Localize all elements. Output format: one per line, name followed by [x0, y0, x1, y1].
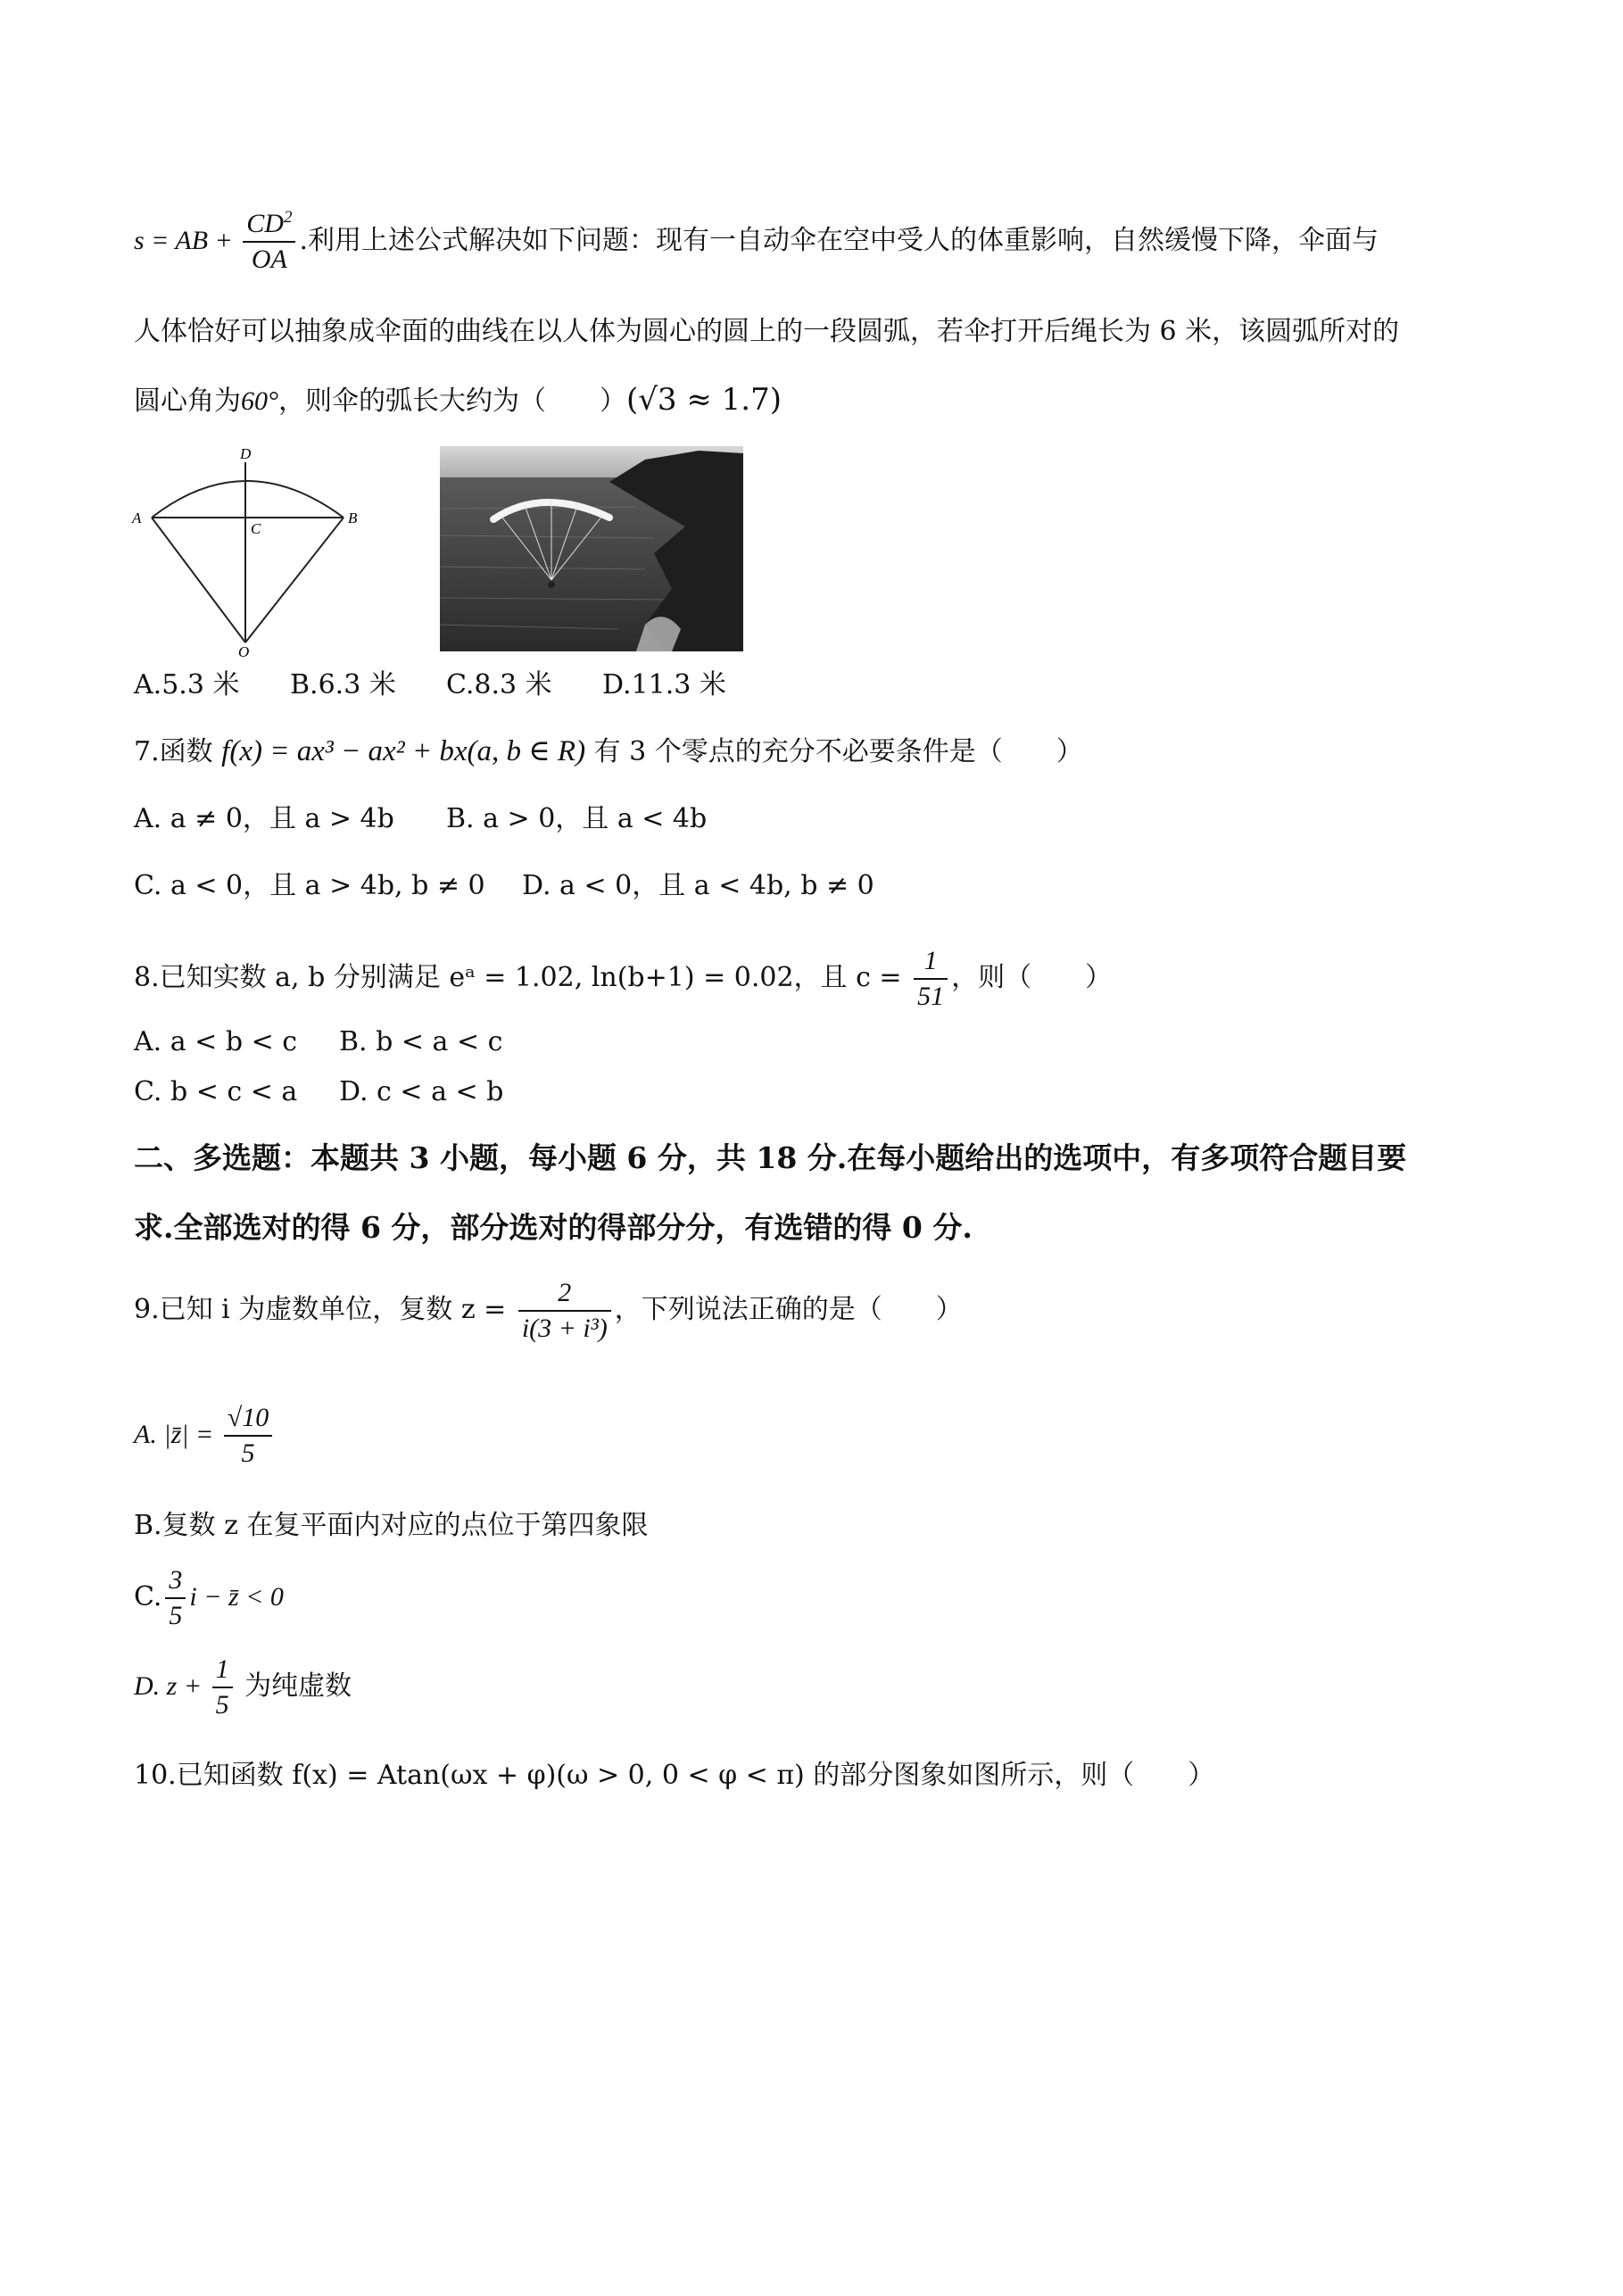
q7-options-row2	[134, 868, 874, 904]
q8-options-row2	[134, 1074, 503, 1110]
q7-option-c[interactable]: C. a < 0，且 a > 4b, b ≠ 0	[134, 870, 485, 901]
q7-option-a[interactable]: A. a ≠ 0，且 a > 4b	[134, 803, 394, 834]
label-c: C	[251, 520, 261, 537]
q8-option-d[interactable]: D. c < a < b	[339, 1076, 504, 1107]
q6-option-a[interactable]: A.5.3 米	[134, 669, 240, 700]
q8-stem: 8.已知实数 a, b 分别满足 eᵃ = 1.02, ln(b+1) = 0.02，且 c = $\frac{1}{51}$ ，则（ ）	[134, 944, 1112, 1014]
label-b: B	[348, 510, 358, 526]
q6-formula-fraction: $\frac{CD^2}{OA}$	[243, 207, 295, 277]
q6-line1	[134, 207, 1379, 277]
q9-option-b[interactable]: B.复数 z 在复平面内对应的点位于第四象限	[134, 1510, 649, 1541]
q7-option-b[interactable]: B. a > 0，且 a < 4b	[446, 803, 708, 834]
label-a: A	[132, 510, 142, 526]
radius-oa	[152, 518, 245, 642]
q7-options-row1	[134, 801, 707, 837]
q6-line1-text: .利用上述公式解决如下问题：现有一自动伞在空中受人的体重影响，自然缓慢下降，伞面与	[299, 225, 1379, 256]
q6-formula-lhs: s = AB +	[134, 226, 240, 255]
section2-heading-line2: 求.全部选对的得 6 分，部分选对的得部分分，有选错的得 0 分.	[134, 1210, 973, 1245]
q8-option-c[interactable]: C. b < c < a	[134, 1076, 298, 1107]
q6-approx: (√3 ≈ 1.7)	[626, 382, 783, 418]
arc-ab	[152, 481, 344, 518]
q6-line3: 圆心角为60°，则伞的弧长大约为（ ）(√3 ≈ 1.7)	[134, 382, 783, 418]
q8-c-fraction: $\frac{1}{51}$	[914, 944, 948, 1014]
q6-option-c[interactable]: C.8.3 米	[446, 669, 552, 700]
q7-option-d[interactable]: D. a < 0，且 a < 4b, b ≠ 0	[522, 870, 874, 901]
q9-option-d[interactable]: D. z + $\frac{1}{5}$ 为纯虚数	[134, 1654, 352, 1720]
q7-function: f(x) = ax³ − ax² + bx(a, b ∈ R)	[221, 735, 586, 767]
q8-option-a[interactable]: A. a < b < c	[134, 1026, 298, 1057]
q9-option-a[interactable]: A. |z̄| = $\frac{√10}{5}$	[134, 1401, 276, 1471]
q6-option-d[interactable]: D.11.3 米	[602, 669, 726, 700]
label-d: D	[240, 445, 252, 462]
q6-option-b[interactable]: B.6.3 米	[290, 669, 396, 700]
section2-heading-line1: 二、多选题：本题共 3 小题，每小题 6 分，共 18 分.在每小题给出的选项中，有多项符合题目要	[134, 1140, 1407, 1175]
q8-option-b[interactable]: B. b < a < c	[339, 1026, 503, 1057]
q9-option-c[interactable]: C. $\frac{3}{5}$ i − z̄ < 0	[134, 1565, 284, 1630]
q10-stem: 10.已知函数 f(x) = Atan(ωx + φ)(ω > 0, 0 < φ < π) 的部分图象如图所示，则（ ）	[134, 1760, 1215, 1791]
q6-umbrella-diagram	[129, 444, 370, 659]
q7-stem: 7.函数 f(x) = ax³ − ax² + bx(a, b ∈ R) 有 3 个零点的充分不必要条件是（ ）	[134, 735, 1083, 767]
q6-paraglider-photo	[440, 446, 743, 651]
q6-options	[134, 667, 726, 703]
q6-line2: 人体恰好可以抽象成伞面的曲线在以人体为圆心的圆上的一段圆弧，若伞打开后绳长为 6 米，该圆弧所对的	[134, 316, 1400, 347]
q9-stem: 9.已知 i 为虚数单位，复数 z = $\frac{2}{\text{i(3 + i³)}}$ ，下列说法正确的是（ ）	[134, 1276, 963, 1346]
label-o: O	[238, 643, 250, 659]
q9-z-fraction: $\frac{2}{\text{i(3 + i³)}}$	[518, 1276, 611, 1346]
q8-options-row1	[134, 1024, 502, 1060]
